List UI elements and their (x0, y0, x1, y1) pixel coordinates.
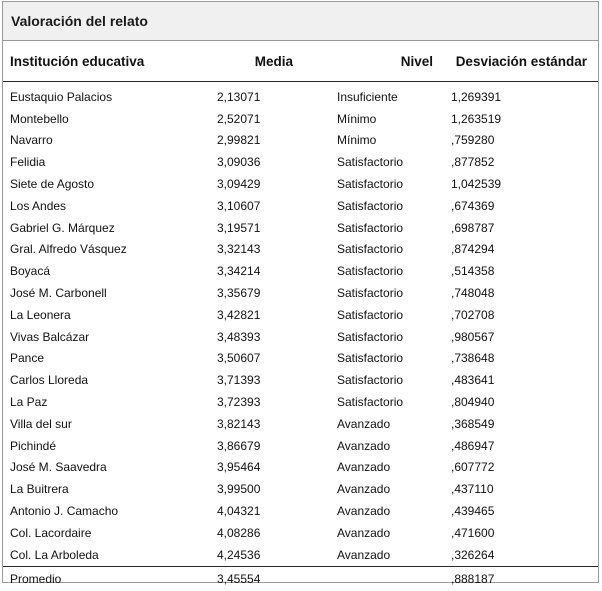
cell-institution: La Buitrera (10, 482, 69, 497)
table-row (3, 435, 598, 457)
cell-mean: 3,82143 (217, 416, 261, 431)
table-row (3, 326, 598, 348)
cell-level: Avanzado (337, 547, 391, 562)
cell-mean: 3,50607 (217, 351, 261, 366)
header-row (3, 41, 598, 82)
cell-mean: 4,04321 (217, 504, 261, 519)
cell-institution: José M. Saavedra (10, 460, 107, 475)
cell-level: Satisfactorio (337, 264, 404, 279)
cell-mean: 3,72393 (217, 395, 261, 410)
table-row (3, 239, 598, 261)
cell-mean: 3,09036 (217, 155, 261, 170)
table-row (3, 151, 598, 173)
cell-institution: Felidia (10, 155, 46, 170)
cell-level: Avanzado (337, 482, 391, 497)
cell-level: Satisfactorio (337, 395, 404, 410)
table-row (3, 173, 598, 195)
table-row (3, 500, 598, 522)
cell-level: Satisfactorio (337, 373, 404, 388)
cell-mean: 3,10607 (217, 198, 261, 213)
cell-mean: 2,13071 (217, 89, 261, 104)
table-row (3, 195, 598, 217)
cell-sd: ,877852 (451, 155, 495, 170)
cell-sd: ,874294 (451, 242, 495, 257)
cell-mean: 3,99500 (217, 482, 261, 497)
cell-level: Satisfactorio (337, 198, 404, 213)
table-row (3, 282, 598, 304)
table-body (3, 82, 598, 567)
cell-level: Satisfactorio (337, 177, 404, 192)
cell-institution: Col. Lacordaire (10, 525, 92, 540)
cell-sd: ,748048 (451, 286, 495, 301)
table-row (3, 130, 598, 152)
cell-institution: Vivas Balcázar (10, 329, 90, 344)
cell-sd: ,368549 (451, 416, 495, 431)
table-row (3, 304, 598, 326)
cell-mean: 3,09429 (217, 177, 261, 192)
cell-mean: 3,34214 (217, 264, 261, 279)
cell-level: Satisfactorio (337, 242, 404, 257)
header-level: Nivel (331, 41, 443, 82)
cell-level: Satisfactorio (337, 329, 404, 344)
header-mean: Media (206, 41, 331, 82)
cell-level: Satisfactorio (337, 286, 404, 301)
cell-institution: Gabriel G. Márquez (10, 220, 115, 235)
table-row (3, 260, 598, 282)
cell-mean: 4,08286 (217, 525, 261, 540)
cell-institution: La Paz (10, 395, 48, 410)
cell-sd: ,514358 (451, 264, 495, 279)
table-row (3, 82, 598, 108)
cell-sd: ,326264 (451, 547, 495, 562)
cell-level: Avanzado (337, 438, 391, 453)
cell-level: Satisfactorio (337, 351, 404, 366)
results-table-panel (2, 1, 599, 586)
table-row (3, 457, 598, 479)
cell-institution: Boyacá (10, 264, 51, 279)
cell-mean: 3,19571 (217, 220, 261, 235)
cell-sd: ,486947 (451, 438, 495, 453)
table-title: Valoración del relato (3, 2, 598, 41)
cell-mean: 3,32143 (217, 242, 261, 257)
cell-sd: 1,042539 (451, 177, 502, 192)
cell-institution: Pance (10, 351, 45, 366)
summary-mean: 3,45554 (206, 566, 331, 591)
cell-level: Insuficiente (337, 89, 398, 104)
summary-label: Promedio (3, 566, 206, 591)
cell-sd: ,804940 (451, 395, 495, 410)
cell-sd: ,674369 (451, 198, 495, 213)
header-sd: Desviación estándar (443, 41, 598, 82)
table-row (3, 369, 598, 391)
summary-level (331, 566, 443, 591)
cell-institution: José M. Carbonell (10, 286, 107, 301)
cell-level: Satisfactorio (337, 307, 404, 322)
cell-level: Mínimo (337, 133, 377, 148)
cell-sd: 1,269391 (451, 89, 502, 104)
table-row (3, 522, 598, 544)
cell-institution: La Leonera (10, 307, 71, 322)
header-institution: Institución educativa (3, 41, 206, 82)
table-row (3, 348, 598, 370)
cell-level: Avanzado (337, 460, 391, 475)
table-row (3, 544, 598, 566)
cell-mean: 4,24536 (217, 547, 261, 562)
cell-mean: 3,42821 (217, 307, 261, 322)
table-row (3, 217, 598, 239)
cell-mean: 2,52071 (217, 111, 261, 126)
summary-row (3, 566, 598, 591)
cell-sd: ,471600 (451, 525, 495, 540)
cell-sd: ,738648 (451, 351, 495, 366)
cell-institution: Carlos Lloreda (10, 373, 89, 388)
cell-sd: ,702708 (451, 307, 495, 322)
cell-sd: ,437110 (451, 482, 494, 497)
cell-level: Mínimo (337, 111, 377, 126)
table-row (3, 413, 598, 435)
cell-institution: Montebello (10, 111, 69, 126)
cell-mean: 2,99821 (217, 133, 261, 148)
cell-institution: Siete de Agosto (10, 177, 95, 192)
results-table (3, 41, 598, 591)
cell-institution: Navarro (10, 133, 53, 148)
table-row (3, 108, 598, 130)
cell-institution: Gral. Alfredo Vásquez (10, 242, 127, 257)
cell-mean: 3,86679 (217, 438, 261, 453)
cell-mean: 3,35679 (217, 286, 261, 301)
cell-institution: Villa del sur (10, 416, 72, 431)
cell-mean: 3,48393 (217, 329, 261, 344)
cell-institution: Pichindé (10, 438, 57, 453)
cell-institution: Los Andes (10, 198, 67, 213)
cell-institution: Eustaquio Palacios (10, 89, 113, 104)
cell-sd: ,698787 (451, 220, 495, 235)
summary-sd: ,888187 (443, 566, 598, 591)
cell-level: Avanzado (337, 504, 391, 519)
table-row (3, 478, 598, 500)
cell-level: Avanzado (337, 525, 391, 540)
table-row (3, 391, 598, 413)
cell-sd: ,980567 (451, 329, 495, 344)
cell-sd: ,607772 (451, 460, 495, 475)
cell-sd: ,483641 (451, 373, 495, 388)
cell-mean: 3,95464 (217, 460, 261, 475)
cell-sd: ,759280 (451, 133, 495, 148)
cell-level: Avanzado (337, 416, 391, 431)
cell-mean: 3,71393 (217, 373, 261, 388)
cell-sd: ,439465 (451, 504, 495, 519)
cell-sd: 1,263519 (451, 111, 502, 126)
cell-institution: Col. La Arboleda (10, 547, 99, 562)
cell-level: Satisfactorio (337, 155, 404, 170)
cell-institution: Antonio J. Camacho (10, 504, 119, 519)
cell-level: Satisfactorio (337, 220, 404, 235)
